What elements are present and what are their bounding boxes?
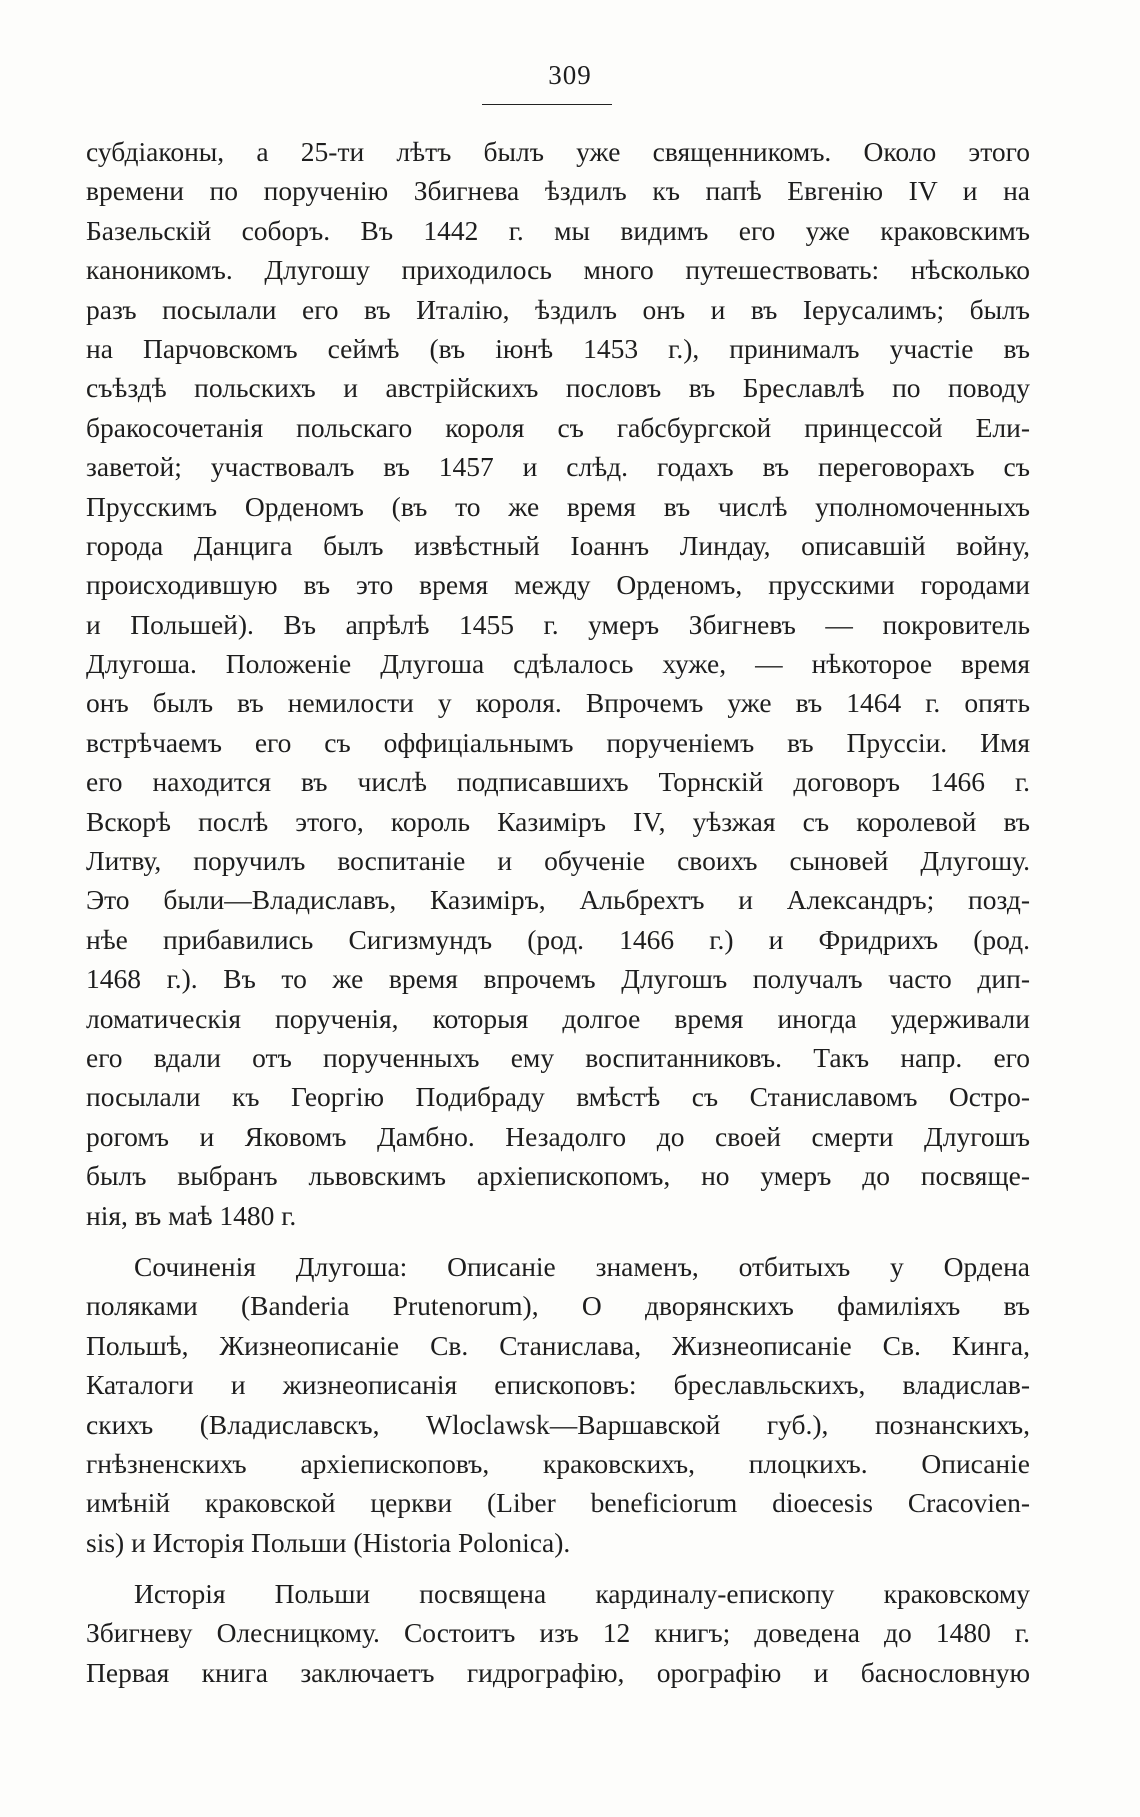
text-line: скихъ (Владиславскъ, Wloclawsk—Варшавской губ.), познанскихъ, xyxy=(86,1408,1030,1440)
text-line: Польшѣ, Жизнеописаніе Св. Станислава, Жизнеописаніе Св. Кинга, xyxy=(86,1329,1030,1361)
page-number-rule xyxy=(482,104,612,105)
text-line: Збигневу Олесницкому. Состоитъ изъ 12 книгъ; доведена до 1480 г. xyxy=(86,1617,1030,1649)
text-line: Литву, поручилъ воспитаніе и обученіе своихъ сыновей Длугошу. xyxy=(86,845,1030,877)
text-line: бракосочетанія польскаго короля съ габсбургской принцессой Ели- xyxy=(86,411,1030,443)
text-line: встрѣчаемъ его съ оффиціальнымъ порученіемъ въ Пруссіи. Имя xyxy=(86,726,1030,758)
text-line: гнѣзненскихъ архіепископовъ, краковскихъ, плоцкихъ. Описаніе xyxy=(86,1447,1030,1479)
text-line: поляками (Banderia Prutenorum), О дворянскихъ фамиліяхъ въ xyxy=(86,1290,1030,1322)
text-line: ломатическія порученія, которыя долгое время иногда удерживали xyxy=(86,1002,1030,1034)
text-line: Каталоги и жизнеописанія епископовъ: бреславльскихъ, владислав- xyxy=(86,1369,1030,1401)
text-line: рогомъ и Яковомъ Дамбно. Незадолго до своей смерти Длугошъ xyxy=(86,1120,1030,1152)
text-line: былъ выбранъ львовскимъ архіепископомъ, но умеръ до посвяще- xyxy=(86,1160,1030,1192)
text-line: субдіаконы, а 25-ти лѣтъ былъ уже священникомъ. Около этого xyxy=(86,136,1030,167)
text-line: Первая книга заключаетъ гидрографію, орографію и баснословную xyxy=(86,1656,1030,1688)
paragraph-3 xyxy=(86,1574,1030,1692)
text-line: онъ былъ въ немилости у короля. Впрочемъ уже въ 1464 г. опять xyxy=(86,687,1030,719)
text-line: разъ посылали его въ Италію, ѣздилъ онъ и въ Іерусалимъ; былъ xyxy=(86,293,1030,325)
text-line: заветой; участвовалъ въ 1457 и слѣд. годахъ въ переговорахъ съ xyxy=(86,451,1030,483)
text-line: его находится въ числѣ подписавшихъ Торнскій договоръ 1466 г. xyxy=(86,766,1030,798)
text-line: происходившую въ это время между Орденомъ, прусскими городами xyxy=(86,569,1030,601)
text-line: нѣе прибавились Сигизмундъ (род. 1466 г.) и Фридрихъ (род. xyxy=(86,923,1030,955)
text-line: Вскорѣ послѣ этого, король Казиміръ IV, уѣзжая съ королевой въ xyxy=(86,805,1030,837)
paragraph-gap xyxy=(86,1235,1030,1247)
text-line: съѣздѣ польскихъ и австрійскихъ пословъ въ Бреславлѣ по поводу xyxy=(86,372,1030,404)
body-text xyxy=(86,132,1030,1692)
text-line: Прусскимъ Орденомъ (въ то же время въ числѣ уполномоченныхъ xyxy=(86,490,1030,522)
text-line: Исторія Польши посвящена кардиналу-епископу краковскому xyxy=(134,1578,1030,1610)
text-line: sis) и Исторія Польши (Historia Polonica). xyxy=(86,1526,571,1558)
paragraph-2 xyxy=(86,1247,1030,1562)
text-line: его вдали отъ порученныхъ ему воспитанниковъ. Такъ напр. его xyxy=(86,1041,1030,1073)
text-line: 1468 г.). Въ то же время впрочемъ Длугошъ получалъ часто дип- xyxy=(86,963,1030,995)
text-line: имѣній краковской церкви (Liber beneficiorum dioecesis Cracovien- xyxy=(86,1487,1030,1519)
text-line: города Данцига былъ извѣстный Іоаннъ Линдау, описавшій войну, xyxy=(86,529,1030,561)
text-line: Это были—Владиславъ, Казиміръ, Альбрехтъ и Александръ; позд- xyxy=(86,884,1030,916)
paragraph-gap xyxy=(86,1562,1030,1574)
text-line: каноникомъ. Длугошу приходилось много путешествовать: нѣсколько xyxy=(86,254,1030,286)
text-line: посылали къ Георгію Подибраду вмѣстѣ съ Станиславомъ Остро- xyxy=(86,1081,1030,1113)
text-line: Длугоша. Положеніе Длугоша сдѣлалось хуже, — нѣкоторое время xyxy=(86,648,1030,680)
text-line: Базельскій соборъ. Въ 1442 г. мы видимъ его уже краковскимъ xyxy=(86,214,1030,246)
text-line: на Парчовскомъ сеймѣ (въ іюнѣ 1453 г.), принималъ участіе въ xyxy=(86,332,1030,364)
text-line: нія, въ маѣ 1480 г. xyxy=(86,1199,297,1231)
text-line: Сочиненія Длугоша: Описаніе знаменъ, отбитыхъ у Ордена xyxy=(134,1250,1030,1282)
page-number: 309 xyxy=(548,60,592,90)
text-line: времени по порученію Збигнева ѣздилъ къ папѣ Евгенію IV и на xyxy=(86,175,1030,207)
text-line: и Польшей). Въ апрѣлѣ 1455 г. умеръ Збигневъ — покровитель xyxy=(86,608,1030,640)
paragraph-1 xyxy=(86,132,1030,1235)
